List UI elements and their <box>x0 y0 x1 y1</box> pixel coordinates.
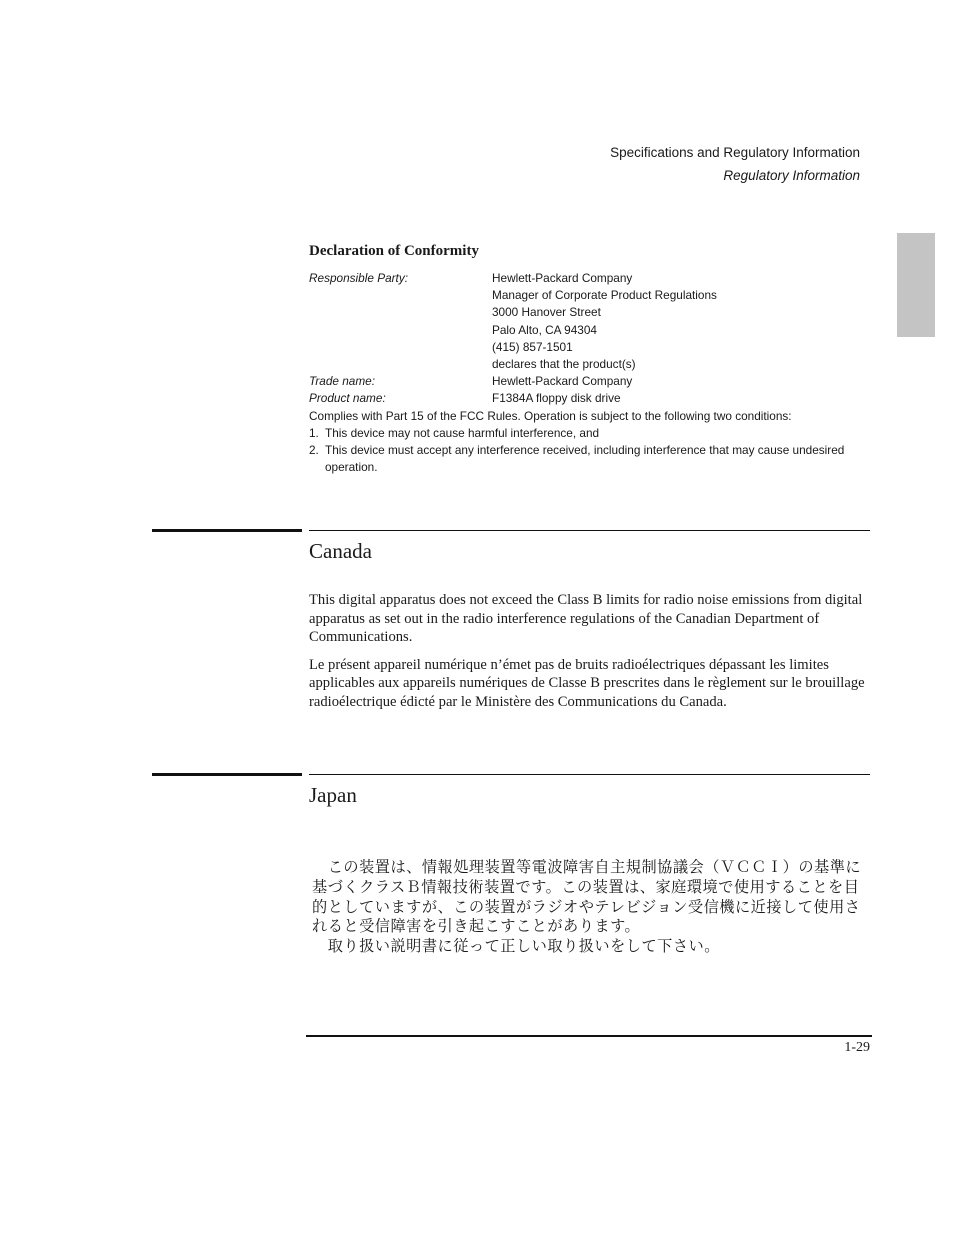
responsible-line: declares that the product(s) <box>492 357 636 372</box>
declaration-table <box>309 270 849 476</box>
trade-name-label: Trade name: <box>309 374 376 389</box>
responsible-party-value <box>492 270 849 373</box>
canada-heading: Canada <box>309 539 372 563</box>
section-rule-thin <box>309 774 870 775</box>
product-name-row <box>309 390 849 407</box>
product-name-label: Product name: <box>309 391 386 406</box>
declaration-title: Declaration of Conformity <box>309 243 479 259</box>
condition-text: This device may not cause harmful interference, and <box>325 425 600 440</box>
japan-paragraph: この装置は、情報処理装置等電波障害自主規制協議会（ＶＣＣＩ）の基準に基づくクラスＢ情報技術装置です。この装置は、家庭環境で使用することを目的としていますが、この装置がラジオやテレビジョン受信機に近接して使用されると受信障害を引き起こすことがあります。 <box>312 858 862 936</box>
condition-number: 2. <box>309 443 319 458</box>
canada-paragraph-french: Le présent appareil numérique n’émet pas de bruits radioélectriques dépassant les limites applicables aux appareils numériques de Classe B prescrites dans le règlement sur le brouillage radioélectrique édicté par le Ministère des Communications du Canada. <box>309 656 865 710</box>
page-number: 1-29 <box>844 1040 870 1055</box>
condition-number: 1. <box>309 425 319 440</box>
responsible-line: Manager of Corporate Product Regulations <box>492 288 717 303</box>
responsible-line: Hewlett-Packard Company <box>492 271 633 285</box>
japan-vcci-notice <box>312 858 874 957</box>
responsible-line: (415) 857-1501 <box>492 339 573 354</box>
canada-paragraph-english: This digital apparatus does not exceed the Class B limits for radio noise emissions from digital apparatus as set out in the radio interference regulations of the Canadian Department of Communications. <box>309 592 863 645</box>
chapter-title: Specifications and Regulatory Information <box>610 145 860 160</box>
fcc-compliance-statement: Complies with Part 15 of the FCC Rules. Operation is subject to the following two conditions: <box>309 408 792 423</box>
responsible-line: Palo Alto, CA 94304 <box>492 322 597 337</box>
canada-body <box>309 591 865 720</box>
condition-text: This device must accept any interference received, including interference that may cause undesired operation. <box>325 443 845 475</box>
section-rule-thick <box>152 529 302 532</box>
condition-item <box>309 425 849 442</box>
japan-heading: Japan <box>309 783 357 807</box>
japan-paragraph: 取り扱い説明書に従って正しい取り扱いをして下さい。 <box>312 937 720 956</box>
chapter-tab-marker <box>897 233 935 337</box>
responsible-line: 3000 Hanover Street <box>492 305 601 320</box>
product-name-value: F1384A floppy disk drive <box>492 391 621 406</box>
section-rule-thin <box>309 530 870 531</box>
responsible-party-row <box>309 270 849 373</box>
trade-name-value: Hewlett-Packard Company <box>492 374 633 389</box>
section-title: Regulatory Information <box>723 168 860 183</box>
responsible-party-label: Responsible Party: <box>309 271 409 285</box>
condition-item <box>309 442 849 476</box>
footer-rule <box>306 1035 872 1037</box>
trade-name-row <box>309 373 849 390</box>
section-rule-thick <box>152 773 302 776</box>
running-header <box>610 141 860 187</box>
